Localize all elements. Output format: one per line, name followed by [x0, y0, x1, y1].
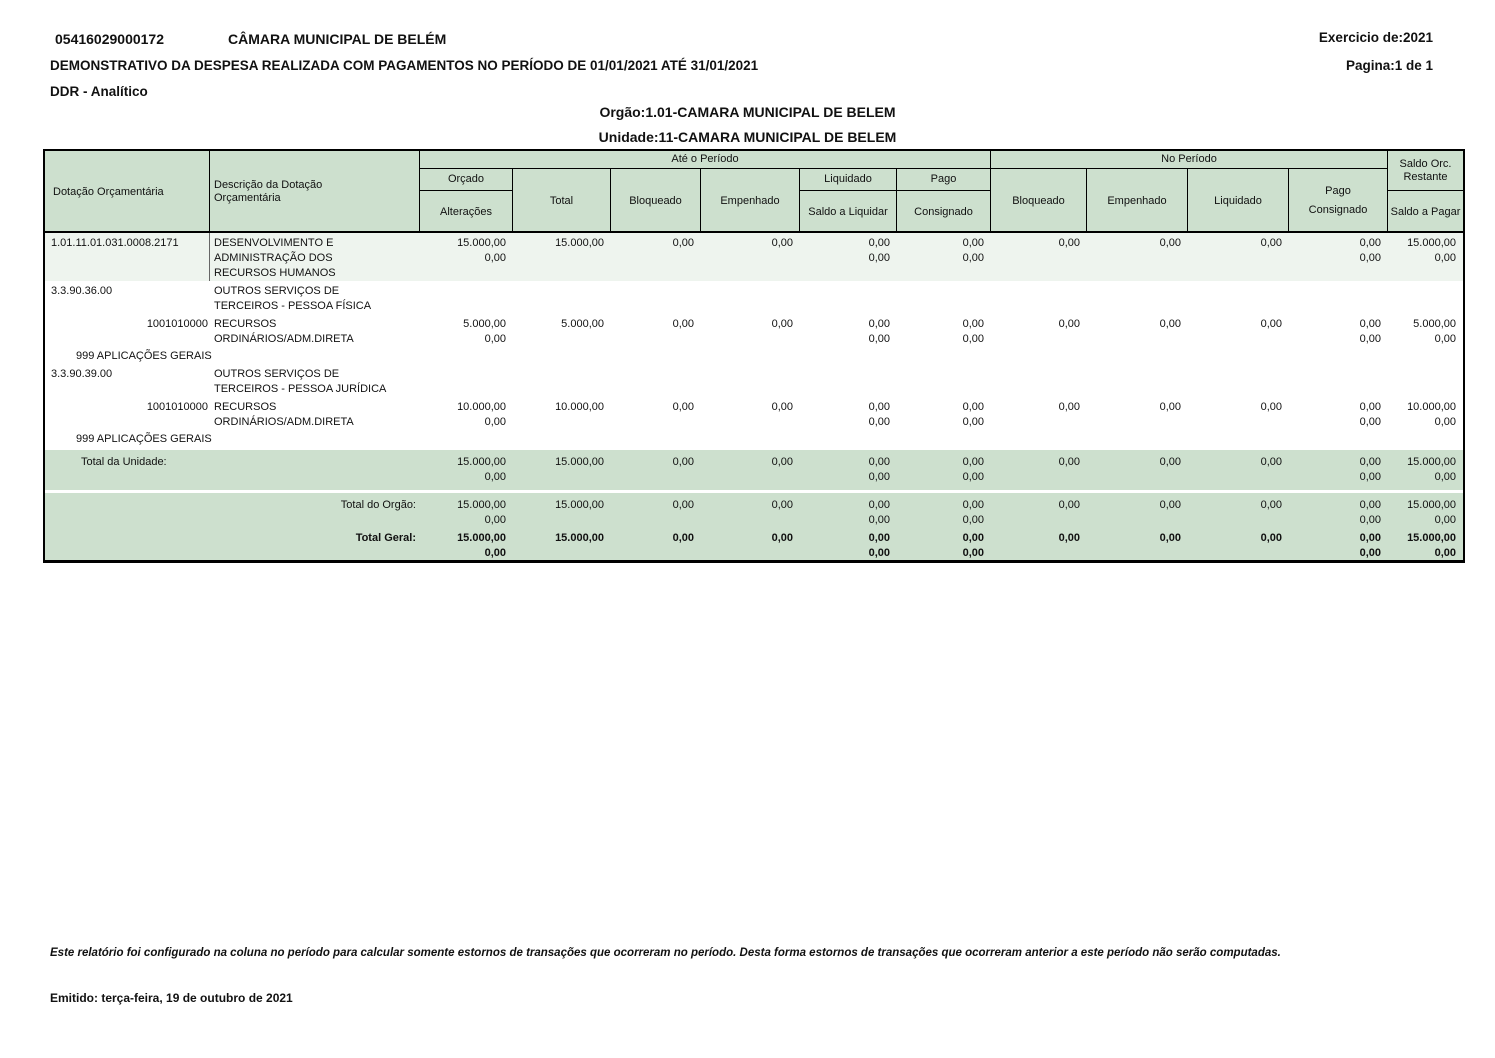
value-line: 0,00 — [771, 237, 793, 249]
bloqueado-cell — [611, 397, 701, 430]
report-title: DEMONSTRATIVO DA DESPESA REALIZADA COM PAGAMENTOS NO PERÍODO DE 01/01/2021 ATÉ 31/01/2021 — [50, 58, 759, 73]
np_pago-cell — [1289, 450, 1388, 490]
desc-line: TERCEIROS - PESSOA JURÍDICA — [214, 383, 387, 395]
np_liquidado-cell — [1188, 493, 1289, 526]
empenhado-cell — [701, 364, 800, 397]
value-line: 0,00 — [868, 237, 890, 249]
entity-name: CÂMARA MUNICIPAL DE BELÉM — [228, 31, 447, 47]
value-line: 0,00 — [672, 532, 694, 544]
value-line: 0,00 — [1159, 456, 1181, 468]
value-line: 15.000,00 — [457, 237, 506, 249]
value-line: 0,00 — [484, 333, 506, 345]
value-line: 0,00 — [1260, 499, 1282, 511]
value-line: 0,00 — [962, 471, 984, 483]
np_empenhado-cell — [1087, 364, 1188, 397]
descricao-cell — [210, 397, 420, 430]
desc-line: ADMINISTRAÇÃO DOS — [214, 252, 333, 264]
value-line: 15.000,00 — [555, 237, 604, 249]
total-row — [45, 450, 1463, 490]
group-header-no-periodo: No Período — [991, 151, 1388, 169]
descricao-cell — [210, 364, 420, 397]
liquidado-cell — [800, 450, 897, 490]
pago-cell — [897, 526, 991, 560]
value-line: 0,00 — [1434, 333, 1456, 345]
empenhado-cell — [701, 314, 800, 347]
liquidado-cell — [800, 233, 897, 281]
empenhado-cell — [701, 397, 800, 430]
np_bloqueado-cell — [991, 281, 1087, 314]
value-line: 5.000,00 — [561, 318, 604, 330]
desc-line: RECURSOS HUMANOS — [214, 267, 336, 279]
value-line: 0,00 — [672, 318, 694, 330]
empenhado-cell — [701, 493, 800, 526]
value-line: 5.000,00 — [463, 318, 506, 330]
value-line: 0,00 — [1359, 237, 1381, 249]
value-line: 0,00 — [771, 318, 793, 330]
col-header-empenhado: Empenhado — [701, 169, 800, 233]
value-line: 0,00 — [1434, 471, 1456, 483]
np_liquidado-cell — [1188, 397, 1289, 430]
total-label: Total do Orgão: — [340, 499, 416, 511]
liquidado-cell — [800, 526, 897, 560]
value-line: 0,00 — [962, 547, 984, 559]
col-header-dotacao: Dotação Orçamentária — [45, 151, 210, 233]
np_empenhado-cell — [1087, 493, 1188, 526]
value-line: 0,00 — [484, 471, 506, 483]
liquidado-cell — [800, 314, 897, 347]
desc-line: TERCEIROS - PESSOA FÍSICA — [214, 300, 372, 312]
col-header-liquidado: Liquidado — [800, 169, 896, 191]
empenhado-cell — [701, 526, 800, 560]
value-line: 0,00 — [1159, 532, 1181, 544]
col-header-alteracoes: Alterações — [440, 205, 492, 218]
np_empenhado-cell — [1087, 397, 1188, 430]
descricao-cell — [210, 314, 420, 347]
desc-line: ORDINÁRIOS/ADM.DIRETA — [214, 416, 354, 428]
total-cell — [513, 314, 611, 347]
group-header-ate-o-periodo: Até o Período — [420, 151, 991, 169]
value-line: 15.000,00 — [1407, 532, 1456, 544]
np_empenhado-cell — [1087, 281, 1188, 314]
dotacao-cell: 1001010000 — [146, 318, 208, 330]
col-header-saldo-orc-restante — [1388, 151, 1463, 191]
value-line: 0,00 — [1260, 318, 1282, 330]
value-line: 15.000,00 — [555, 499, 604, 511]
value-line: 0,00 — [1359, 499, 1381, 511]
value-line: 0,00 — [868, 416, 890, 428]
fonte-band-row: 999 APLICAÇÕES GERAIS — [76, 433, 212, 445]
np_bloqueado-cell — [991, 233, 1087, 281]
unidade-line: Unidade:11-CAMARA MUNICIPAL DE BELEM — [598, 129, 897, 145]
liquidado-cell — [800, 364, 897, 397]
bloqueado-cell — [611, 233, 701, 281]
value-line: 0,00 — [1260, 237, 1282, 249]
orcado-cell — [420, 450, 513, 490]
np_pago-cell — [1289, 493, 1388, 526]
total-row — [45, 493, 1463, 526]
orcado-cell — [420, 526, 513, 560]
liquidado-cell — [800, 493, 897, 526]
empenhado-cell — [701, 450, 800, 490]
value-line: 0,00 — [672, 456, 694, 468]
value-line: 0,00 — [962, 416, 984, 428]
orcado-cell — [420, 314, 513, 347]
np_liquidado-cell — [1188, 450, 1289, 490]
descricao-cell — [210, 281, 420, 314]
value-line: 0,00 — [962, 514, 984, 526]
value-line: 0,00 — [1359, 252, 1381, 264]
orcado-cell — [420, 397, 513, 430]
value-line: 0,00 — [1359, 333, 1381, 345]
value-line: 15.000,00 — [555, 532, 604, 544]
orcado-cell — [420, 233, 513, 281]
value-line: 15.000,00 — [555, 456, 604, 468]
col-header-saldo-orc-l2: Restante — [1403, 170, 1448, 183]
value-line: 10.000,00 — [555, 401, 604, 413]
value-line: 0,00 — [1359, 401, 1381, 413]
dotacao-cell: 3.3.90.39.00 — [51, 368, 113, 380]
col-header-consignado: Consignado — [914, 205, 973, 218]
col-header-orcado-alteracoes — [420, 169, 513, 233]
value-line: 0,00 — [484, 547, 506, 559]
np_pago-cell — [1289, 364, 1388, 397]
value-line: 15.000,00 — [457, 456, 506, 468]
value-line: 0,00 — [962, 318, 984, 330]
np_empenhado-cell — [1087, 314, 1188, 347]
value-line: 0,00 — [868, 401, 890, 413]
value-line: 15.000,00 — [1407, 456, 1456, 468]
liquidado-cell — [800, 281, 897, 314]
value-line: 0,00 — [484, 252, 506, 264]
np_liquidado-cell — [1188, 364, 1289, 397]
col-header-saldo-a-liquidar: Saldo a Liquidar — [808, 205, 888, 218]
np_empenhado-cell — [1087, 233, 1188, 281]
table-row — [45, 314, 1463, 347]
desc-line: DESENVOLVIMENTO E — [214, 237, 334, 249]
col-header-np-bloqueado: Bloqueado — [991, 169, 1087, 233]
value-line: 0,00 — [1359, 416, 1381, 428]
orcado-cell — [420, 493, 513, 526]
total-row — [45, 526, 1463, 560]
value-line: 0,00 — [868, 333, 890, 345]
value-line: 0,00 — [1260, 532, 1282, 544]
value-line: 15.000,00 — [457, 499, 506, 511]
col-header-pago: Pago — [897, 169, 990, 191]
saldo-cell — [1388, 233, 1463, 281]
value-line: 0,00 — [1434, 416, 1456, 428]
np_liquidado-cell — [1188, 314, 1289, 347]
empenhado-cell — [701, 281, 800, 314]
col-header-descricao-l2: Orçamentária — [214, 192, 281, 204]
desc-line: OUTROS SERVIÇOS DE — [214, 368, 340, 380]
value-line: 0,00 — [1434, 547, 1456, 559]
table-row — [45, 364, 1463, 397]
desc-line: RECURSOS — [214, 318, 277, 330]
value-line: 0,00 — [1058, 237, 1080, 249]
saldo-cell — [1388, 314, 1463, 347]
saldo-cell — [1388, 281, 1463, 314]
value-line: 0,00 — [1434, 252, 1456, 264]
value-line: 0,00 — [962, 333, 984, 345]
value-line: 15.000,00 — [1407, 499, 1456, 511]
col-header-np-consignado: Consignado — [1308, 204, 1368, 216]
np_liquidado-cell — [1188, 526, 1289, 560]
saldo-cell — [1388, 450, 1463, 490]
value-line: 0,00 — [1058, 532, 1080, 544]
np_bloqueado-cell — [991, 526, 1087, 560]
value-line: 0,00 — [868, 471, 890, 483]
value-line: 10.000,00 — [457, 401, 506, 413]
value-line: 0,00 — [1159, 318, 1181, 330]
orcado-cell — [420, 364, 513, 397]
value-line: 0,00 — [868, 532, 890, 544]
value-line: 0,00 — [1260, 401, 1282, 413]
value-line: 15.000,00 — [1407, 237, 1456, 249]
table-header — [45, 151, 1463, 233]
col-header-descricao-l1: Descrição da Dotação — [214, 179, 323, 191]
value-line: 0,00 — [1058, 499, 1080, 511]
total-label: Total da Unidade: — [81, 456, 167, 468]
value-line: 0,00 — [771, 532, 793, 544]
saldo-cell — [1388, 397, 1463, 430]
dotacao-cell: 1001010000 — [146, 401, 208, 413]
table-row — [45, 281, 1463, 314]
value-line: 0,00 — [962, 499, 984, 511]
value-line: 0,00 — [868, 318, 890, 330]
saldo-cell — [1388, 526, 1463, 560]
value-line: 0,00 — [1260, 456, 1282, 468]
np_bloqueado-cell — [991, 364, 1087, 397]
value-line: 0,00 — [1159, 499, 1181, 511]
entity-code: 05416029000172 — [55, 31, 165, 47]
np_empenhado-cell — [1087, 526, 1188, 560]
value-line: 0,00 — [484, 416, 506, 428]
table-row — [45, 233, 1463, 281]
value-line: 0,00 — [1359, 547, 1381, 559]
total-label: Total Geral: — [355, 532, 416, 544]
total-cell — [513, 526, 611, 560]
value-line: 0,00 — [1359, 456, 1381, 468]
value-line: 0,00 — [1434, 514, 1456, 526]
value-line: 0,00 — [962, 252, 984, 264]
saldo-cell — [1388, 364, 1463, 397]
value-line: 0,00 — [1359, 532, 1381, 544]
np_pago-cell — [1289, 526, 1388, 560]
np_bloqueado-cell — [991, 493, 1087, 526]
bloqueado-cell — [611, 314, 701, 347]
col-header-pago-consignado — [897, 169, 991, 233]
value-line: 0,00 — [962, 532, 984, 544]
np_pago-cell — [1289, 397, 1388, 430]
col-header-orcado: Orçado — [420, 169, 512, 191]
report-type: DDR - Analítico — [50, 84, 148, 99]
col-header-saldo-orc-l1: Saldo Orc. — [1399, 157, 1452, 170]
np_empenhado-cell — [1087, 450, 1188, 490]
np_liquidado-cell — [1188, 233, 1289, 281]
pago-cell — [897, 364, 991, 397]
total-cell — [513, 233, 611, 281]
np_bloqueado-cell — [991, 450, 1087, 490]
col-header-np-liquidado: Liquidado — [1188, 169, 1289, 233]
value-line: 0,00 — [868, 547, 890, 559]
desc-line: RECURSOS — [214, 401, 277, 413]
fonte-band-row: 999 APLICAÇÕES GERAIS — [76, 350, 212, 362]
total-cell — [513, 364, 611, 397]
value-line: 0,00 — [771, 456, 793, 468]
bloqueado-cell — [611, 493, 701, 526]
value-line: 0,00 — [1159, 237, 1181, 249]
col-header-np-empenhado: Empenhado — [1087, 169, 1188, 233]
bloqueado-cell — [611, 450, 701, 490]
value-line: 0,00 — [1058, 456, 1080, 468]
value-line: 0,00 — [771, 401, 793, 413]
np_pago-cell — [1289, 233, 1388, 281]
value-line: 0,00 — [771, 499, 793, 511]
orgao-line: Orgão:1.01-CAMARA MUNICIPAL DE BELEM — [599, 104, 896, 120]
total-cell — [513, 493, 611, 526]
np_bloqueado-cell — [991, 314, 1087, 347]
table-row — [45, 397, 1463, 430]
page-number: Pagina:1 de 1 — [1345, 58, 1433, 73]
dotacao-cell: 1.01.11.01.031.0008.2171 — [51, 237, 179, 249]
np_pago-cell — [1289, 281, 1388, 314]
orcado-cell — [420, 281, 513, 314]
bloqueado-cell — [611, 526, 701, 560]
footnote: Este relatório foi configurado na coluna no período para calcular somente estornos de transações que ocorreram no período. Desta forma estornos de transações que ocorreram anterior a este período não serão computadas. — [50, 947, 1281, 959]
value-line: 0,00 — [672, 499, 694, 511]
value-line: 5.000,00 — [1413, 318, 1456, 330]
value-line: 0,00 — [484, 514, 506, 526]
bloqueado-cell — [611, 281, 701, 314]
value-line: 0,00 — [1058, 401, 1080, 413]
value-line: 0,00 — [962, 401, 984, 413]
col-header-liquidado-saldo — [800, 169, 897, 233]
value-line: 0,00 — [1359, 514, 1381, 526]
saldo-cell — [1388, 493, 1463, 526]
total-cell — [513, 450, 611, 490]
col-header-np-pago: Pago — [1325, 185, 1351, 197]
value-line: 0,00 — [868, 456, 890, 468]
col-header-np-pago-consignado — [1289, 169, 1388, 233]
expense-table — [43, 149, 1465, 563]
np_bloqueado-cell — [991, 397, 1087, 430]
value-line: 0,00 — [868, 514, 890, 526]
value-line: 0,00 — [672, 237, 694, 249]
pago-cell — [897, 493, 991, 526]
value-line: 0,00 — [1359, 318, 1381, 330]
total-unidade-block — [45, 450, 1463, 490]
liquidado-cell — [800, 397, 897, 430]
value-line: 0,00 — [1159, 401, 1181, 413]
pago-cell — [897, 450, 991, 490]
pago-cell — [897, 233, 991, 281]
dotacao-cell: 3.3.90.36.00 — [51, 285, 113, 297]
col-header-descricao — [210, 151, 420, 233]
table-body — [45, 233, 1463, 560]
value-line: 0,00 — [962, 237, 984, 249]
np_liquidado-cell — [1188, 281, 1289, 314]
pago-cell — [897, 397, 991, 430]
value-line: 10.000,00 — [1407, 401, 1456, 413]
total-cell — [513, 281, 611, 314]
total-orgao-geral-block — [45, 493, 1463, 560]
bloqueado-cell — [611, 364, 701, 397]
exercise-label: Exercicio de:2021 — [1318, 30, 1433, 45]
value-line: 0,00 — [962, 456, 984, 468]
value-line: 0,00 — [868, 499, 890, 511]
emitted-date: Emitido: terça-feira, 19 de outubro de 2021 — [50, 991, 293, 1005]
col-header-bloqueado: Bloqueado — [611, 169, 701, 233]
col-header-total: Total — [513, 169, 611, 233]
pago-cell — [897, 314, 991, 347]
empenhado-cell — [701, 233, 800, 281]
total-cell — [513, 397, 611, 430]
value-line: 0,00 — [672, 401, 694, 413]
desc-line: OUTROS SERVIÇOS DE — [214, 285, 340, 297]
descricao-cell — [209, 233, 420, 281]
np_pago-cell — [1289, 314, 1388, 347]
desc-line: ORDINÁRIOS/ADM.DIRETA — [214, 333, 354, 345]
value-line: 15.000,00 — [457, 532, 506, 544]
value-line: 0,00 — [1058, 318, 1080, 330]
value-line: 0,00 — [1359, 471, 1381, 483]
col-header-saldo-a-pagar: Saldo a Pagar — [1390, 205, 1461, 218]
pago-cell — [897, 281, 991, 314]
value-line: 0,00 — [868, 252, 890, 264]
